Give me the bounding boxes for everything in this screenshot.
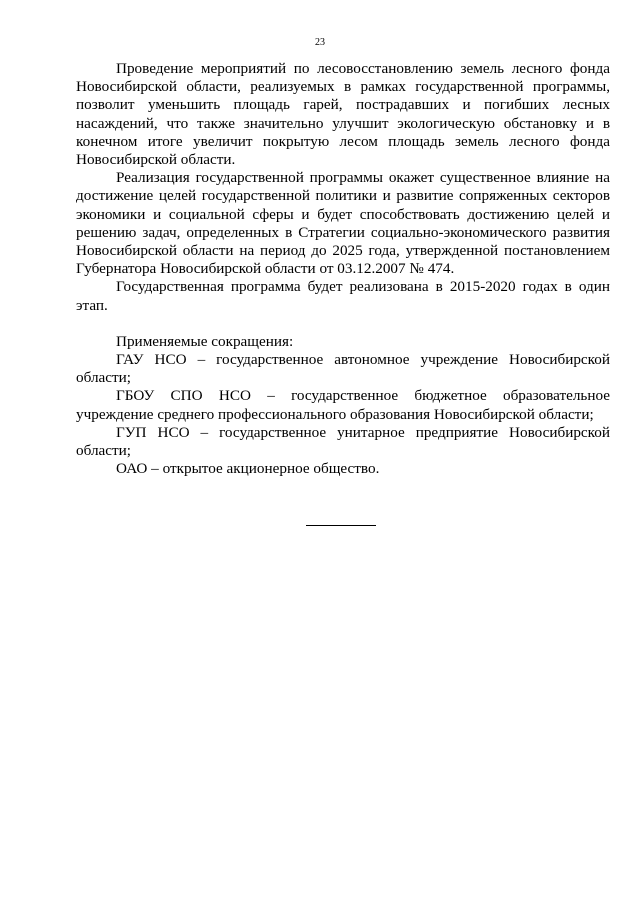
abbreviation-gbou-spo-nso: ГБОУ СПО НСО – государственное бюджетное образовательное учреждение среднего профессионального образования Новосибирской области; bbox=[76, 387, 610, 423]
paragraph-reforestation: Проведение мероприятий по лесовосстановлению земель лесного фонда Новосибирской области, реализуемых в рамках государственной программы, позволит уменьшить площадь гарей, пострадавших и погибших лесных насаждений, что также значительно улучшит экологическую обстановку и в конечном итоге увеличит покрытую лесом площадь земель лесного фонда Новосибирской области. bbox=[76, 60, 610, 169]
abbreviations-heading: Применяемые сокращения: bbox=[116, 332, 294, 350]
paragraph-program-period: Государственная программа будет реализована в 2015-2020 годах в один этап. bbox=[76, 278, 610, 314]
abbreviation-gau-nso: ГАУ НСО – государственное автономное учреждение Новосибирской области; bbox=[76, 351, 610, 387]
document-body bbox=[76, 60, 610, 478]
page-number: 23 bbox=[315, 37, 325, 48]
spacer bbox=[76, 315, 610, 333]
end-divider-line bbox=[306, 525, 376, 526]
paragraph-program-impact: Реализация государственной программы окажет существенное влияние на достижение целей государственной политики и развитие сопряженных секторов экономики и социальной сферы и будет способствовать достижению целей и решению задач, определенных в Стратегии социально-экономического развития Новосибирской области на период до 2025 года, утвержденной постановлением Губернатора Новосибирской области от 03.12.2007 № 474. bbox=[76, 169, 610, 278]
abbreviation-gup-nso: ГУП НСО – государственное унитарное предприятие Новосибирской области; bbox=[76, 423, 610, 460]
abbreviation-oao: ОАО – открытое акционерное общество. bbox=[116, 460, 380, 478]
